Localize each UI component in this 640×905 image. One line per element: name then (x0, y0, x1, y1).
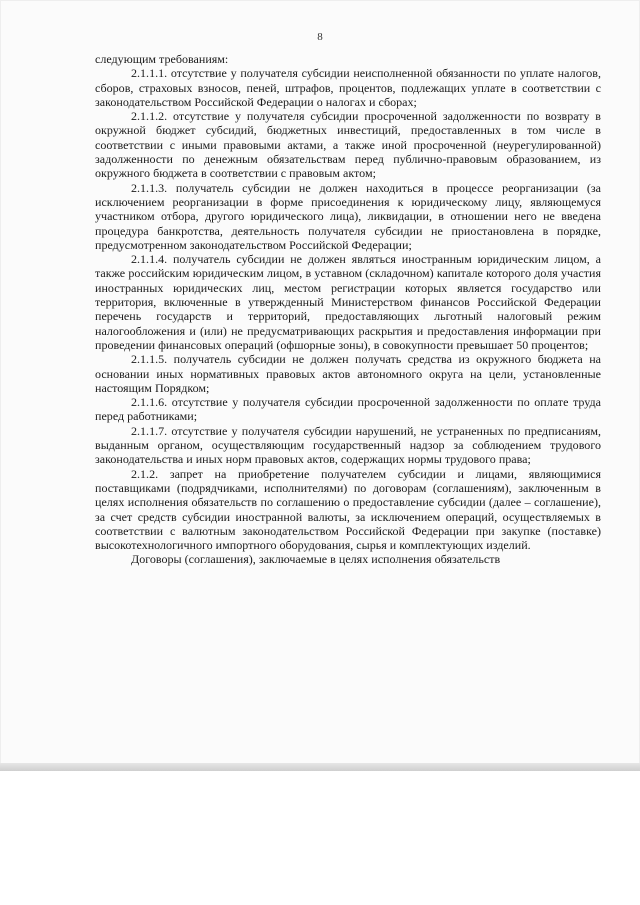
paragraph-2-1-1-5: 2.1.1.5. получатель субсидии не должен получать средства из окружного бюджета на основании иных нормативных правовых актов автономного округа на цели, установленные настоящим Порядком; (95, 352, 601, 395)
paragraph-2-1-1-2: 2.1.1.2. отсутствие у получателя субсидии просроченной задолженности по возврату в окружной бюджет субсидий, бюджетных инвестиций, предоставленных в том числе в соответствии с иными правовыми актами, а также иной просроченной (неурегулированной) задолженности по денежным обязательствам перед публично-правовым образованием, из окружного бюджета в соответствии с правовым актом; (95, 109, 601, 181)
paragraph-2-1-2: 2.1.2. запрет на приобретение получателем субсидии и лицами, являющимися поставщиками (подрядчиками, исполнителями) по договорам (соглашениям), заключенным в целях исполнения обязательств по соглашению о предоставление субсидии (далее – соглашение), за счет средств субсидии иностранной валюты, за исключением операций, осуществляемых в соответствии с валютным законодательством Российской Федерации при закупке (поставке) высокотехнологичного импортного оборудования, сырья и комплектующих изделий. (95, 466, 601, 553)
paragraph-intro: следующим требованиям: (95, 52, 229, 66)
page-edge-shadow (0, 763, 640, 771)
paragraph-2-1-1-7: 2.1.1.7. отсутствие у получателя субсидии нарушений, не устраненных по предписаниям, выданным органом, осуществляющим государственный надзор за соблюдением трудового законодательства и иных норм правовых актов, содержащих нормы трудового права; (95, 423, 601, 467)
paragraph-2-1-1-6: 2.1.1.6. отсутствие у получателя субсидии просроченной задолженности по оплате труда перед работниками; (95, 395, 601, 424)
paragraph-2-1-1-1: 2.1.1.1. отсутствие у получателя субсидии неисполненной обязанности по уплате налогов, сборов, страховых взносов, пеней, штрафов, процентов, подлежащих уплате в соответствии с законодательством Российской Федерации о налогах и сборах; (95, 66, 601, 109)
document-body (95, 52, 601, 567)
paragraph-2-1-1-4: 2.1.1.4. получатель субсидии не должен являться иностранным юридическим лицом, а также российским юридическим лицом, в уставном (складочном) капитале которого доля участия иностранных юридических лиц, местом регистрации которых является государство или территория, включенные в утвержденный Министерством финансов Российской Федерации перечень государств и территорий, предоставляющих льготный налоговый режим налогообложения и (или) не предусматривающих раскрытия и предоставления информации при проведении финансовых операций (офшорные зоны), в совокупности превышает 50 процентов; (95, 252, 601, 352)
page-number: 8 (317, 31, 323, 43)
paragraph-contracts: Договоры (соглашения), заключаемые в целях исполнения обязательств (131, 552, 501, 567)
paragraph-2-1-1-3: 2.1.1.3. получатель субсидии не должен находиться в процессе реорганизации (за исключением реорганизации в форме присоединения к юридическому лицу, являющемуся участником отбора, другого юридического лица), ликвидации, в отношении него не введена процедура банкротства, деятельность получателя субсидии не приостановлена в порядке, предусмотренном законодательством Российской Федерации; (95, 180, 601, 252)
